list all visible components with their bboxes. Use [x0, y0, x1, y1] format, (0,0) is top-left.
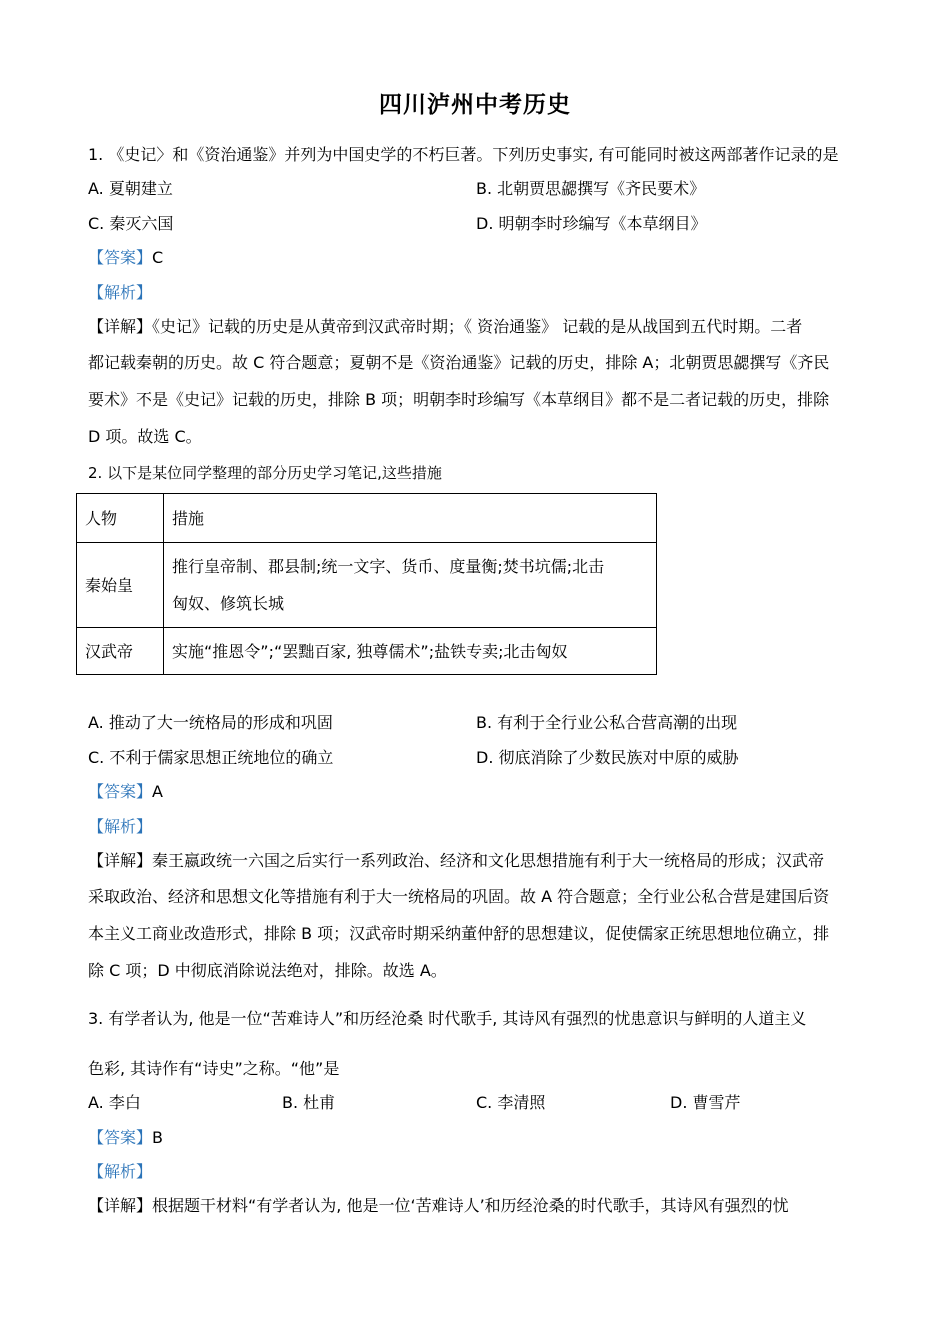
table-row — [77, 543, 657, 628]
q2-detail-line-4: 除 C 项；D 中彻底消除说法绝对，排除。故选 A。 — [88, 961, 447, 980]
table-header-person: 人物 — [77, 494, 164, 543]
q2-detail-line-1: 【详解】秦王嬴政统一六国之后实行一系列政治、经济和文化思想措施有利于大一统格局的形成；汉武帝 — [88, 851, 825, 870]
table-cell-person: 汉武帝 — [77, 628, 164, 675]
q1-option-a: A. 夏朝建立 — [88, 179, 173, 198]
q2-detail-line-3: 本主义工商业改造形式，排除 B 项；汉武帝时期采纳董仲舒的思想建议，促使儒家正统思想地位确立，排 — [88, 924, 830, 943]
q1-detail-line-4: D 项。故选 C。 — [88, 427, 202, 446]
q1-detail-line-1: 【详解】《史记》记载的历史是从黄帝到汉武帝时期；《 资治通鉴》 记载的是从战国到五代时期。二者 — [88, 317, 803, 336]
q1-option-d: D. 明朝李时珍编写《本草纲目》 — [476, 214, 707, 233]
q1-option-c: C. 秦灭六国 — [88, 214, 174, 233]
table-cell-measures — [164, 543, 657, 628]
q3-detail-line-1: 【详解】根据题干材料“有学者认为, 他是一位‘苦难诗人’和历经沧桑的时代歌手，其诗风有强烈的忧 — [88, 1196, 789, 1215]
q1-detail-line-2: 都记载秦朝的历史。故 C 符合题意；夏朝不是《资治通鉴》记载的历史，排除 A；北朝贾思勰撰写《齐民 — [88, 353, 830, 372]
table-header-row — [77, 494, 657, 543]
q1-option-b: B. 北朝贾思勰撰写《齐民要术》 — [476, 179, 706, 198]
answer-value: B — [152, 1128, 163, 1147]
table-header-measures: 措施 — [164, 494, 657, 543]
q2-analysis-tag: 【解析】 — [88, 817, 153, 836]
answer-value: A — [152, 782, 163, 801]
answer-value: C — [152, 248, 164, 267]
table-row — [77, 628, 657, 675]
q2-detail-line-2: 采取政治、经济和思想文化等措施有利于大一统格局的巩固。故 A 符合题意；全行业公私合营是建国后资 — [88, 887, 830, 906]
q3-answer — [88, 1127, 163, 1149]
q3-option-a: A. 李白 — [88, 1093, 141, 1112]
q2-option-d: D. 彻底消除了少数民族对中原的威胁 — [476, 748, 739, 767]
answer-tag: 【答案】 — [88, 1128, 153, 1147]
detail-tag: 【详解】 — [88, 851, 153, 870]
q2-option-c: C. 不利于儒家思想正统地位的确立 — [88, 748, 334, 767]
measure-line: 匈奴、修筑长城 — [172, 594, 285, 613]
q3-stem-line-2: 色彩, 其诗作有“诗史”之称。“他”是 — [88, 1059, 340, 1078]
table-cell-measures: 实施“推恩令”;“罢黜百家, 独尊儒术”;盐铁专卖;北击匈奴 — [164, 628, 657, 675]
detail-tag: 【详解】 — [88, 1196, 153, 1215]
q1-analysis-tag: 【解析】 — [88, 283, 153, 302]
answer-tag: 【答案】 — [88, 782, 153, 801]
q3-stem-line-1: 3. 有学者认为, 他是一位“苦难诗人”和历经沧桑 时代歌手, 其诗风有强烈的忧患意识与鲜明的人道主义 — [88, 1009, 807, 1028]
page-title: 四川泸州中考历史 — [379, 92, 571, 118]
q1-answer — [88, 247, 163, 269]
q1-detail-line-3: 要术》不是《史记》记载的历史，排除 B 项；明朝李时珍编写《本草纲目》都不是二者记载的历史，排除 — [88, 390, 830, 409]
measure-line: 推行皇帝制、郡县制;统一文字、货币、度量衡;焚书坑儒;北击 — [172, 557, 605, 576]
q2-option-b: B. 有利于全行业公私合营高潮的出现 — [476, 713, 738, 732]
detail-tag: 【详解】 — [88, 317, 153, 336]
q3-option-b: B. 杜甫 — [282, 1093, 336, 1112]
q2-stem: 2. 以下是某位同学整理的部分历史学习笔记,这些措施 — [88, 464, 442, 482]
q3-analysis-tag: 【解析】 — [88, 1162, 153, 1181]
table-cell-person: 秦始皇 — [77, 543, 164, 628]
q2-option-a: A. 推动了大一统格局的形成和巩固 — [88, 713, 333, 732]
q2-answer — [88, 781, 163, 803]
q3-option-d: D. 曹雪芹 — [670, 1093, 741, 1112]
q3-option-c: C. 李清照 — [476, 1093, 546, 1112]
q1-stem: 1. 《史记〉和《资治通鉴》并列为中国史学的不朽巨著。下列历史事实, 有可能同时被这两部著作记录的是 — [88, 145, 839, 164]
answer-tag: 【答案】 — [88, 248, 153, 267]
notes-table — [76, 493, 657, 675]
